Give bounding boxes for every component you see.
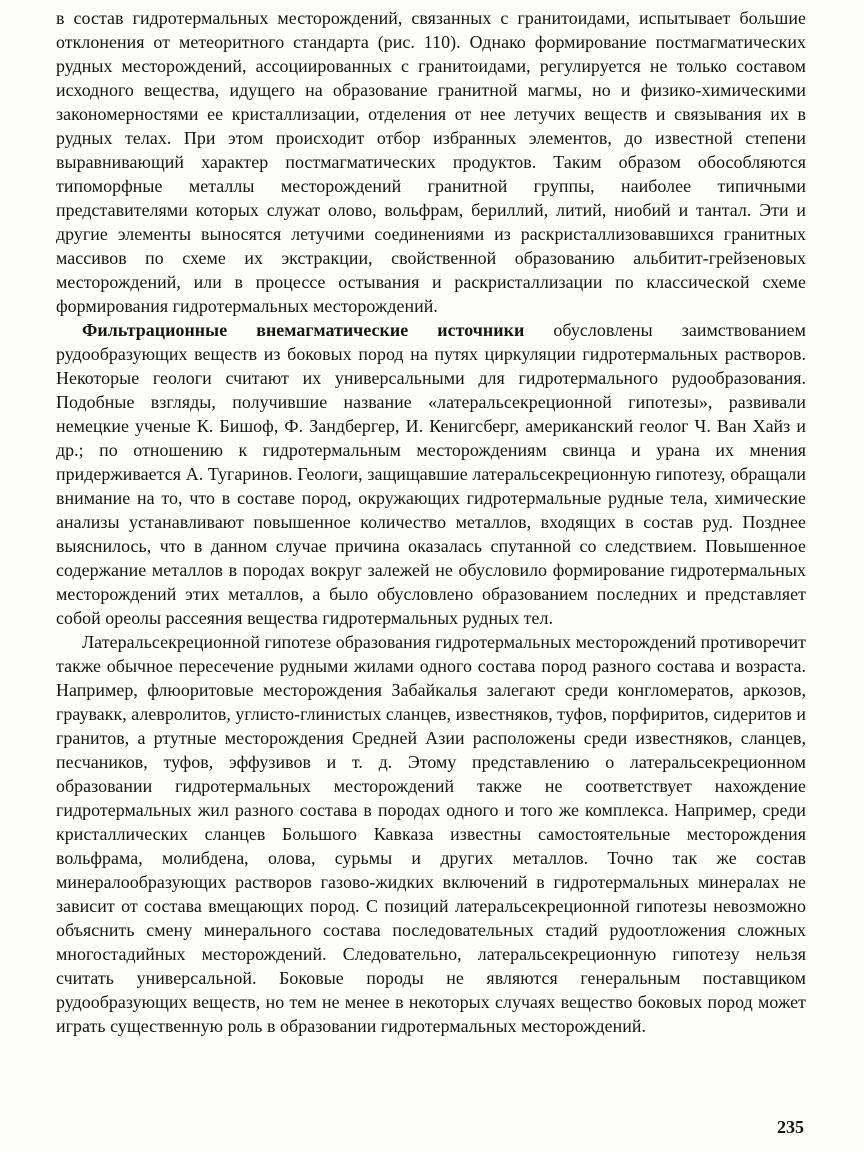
paragraph-2-text: обусловлены заимствованием рудообразующих веществ из боковых пород на путях циркуляции гидротермальных растворов. Некоторые геологи считают их универсальными для гидротермального рудообразования. Подобные взгляды, получившие название «латеральсекреционной гипотезы», развивали немецкие ученые К. Бишоф, Ф. Зандбергер, И. Кенигсберг, американский геолог Ч. Ван Хайз и др.; по отношению к гидротермальным месторождениям свинца и урана их мнения придерживается А. Тугаринов. Геологи, защищавшие латеральсекреционную гипотезу, обращали внимание на то, что в составе пород, окружающих гидротермальные рудные тела, химические анализы устанавливают повышенное количество металлов, входящих в состав руд. Позднее выяснилось, что в данном случае причина оказалась спутанной со следствием. Повышенное содержание металлов в породах вокруг залежей не обусловило формирование гидротермальных месторождений этих металлов, а было обусловлено образованием последних и представляет собой ореолы рассеяния вещества гидротермальных рудных тел. xyxy=(56,320,806,628)
page-number: 235 xyxy=(777,1117,804,1137)
paragraph-3: Латеральсекреционной гипотезе образования гидротермальных месторождений противоречит также обычное пересечение рудными жилами одного состава пород разного состава и возраста. Например, флюоритовые месторождения Забайкалья залегают среди конгломератов, аркозов, граувакк, алевролитов, углисто-глинистых сланцев, известняков, туфов, порфиритов, сидеритов и гранитов, а ртутные месторождения Средней Азии расположены среди известняков, сланцев, песчаников, туфов, эффузивов и т. д. Этому представлению о латеральсекреционном образовании гидротермальных месторождений также не соответствует нахождение гидротермальных жил разного состава в породах одного и того же комплекса. Например, среди кристаллических сланцев Большого Кавказа известны самостоятельные месторождения вольфрама, молибдена, олова, сурьмы и других металлов. Точно так же состав минералообразующих растворов газово-жидких включений в гидротермальных минералах не зависит от состава вмещающих пород. С позиций латеральсекреционной гипотезы невозможно объяснить смену минерального состава последовательных стадий рудоотложения сложных многостадийных месторождений. Следовательно, латеральсекреционную гипотезу нельзя считать универсальной. Боковые породы не являются генеральным поставщиком рудообразующих веществ, но тем не менее в некоторых случаях вещество боковых пород может играть существенную роль в образовании гидротермальных месторождений. xyxy=(56,632,806,1036)
body-text xyxy=(56,6,806,1038)
paragraph-1: в состав гидротермальных месторождений, связанных с гранитоидами, испытывает большие отклонения от метеоритного стандарта (рис. 110). Однако формирование постмагматических рудных месторождений, ассоциированных с гранитоидами, регулируется не только составом исходного вещества, идущего на образование гранитной магмы, но и физико-химическими закономерностями ее кристаллизации, отделения от нее летучих веществ и связывания их в рудных телах. При этом происходит отбор избранных элементов, до известной степени выравнивающий характер постмагматических продуктов. Таким образом обособляются типоморфные металлы месторождений гранитной группы, наиболее типичными представителями которых служат олово, вольфрам, бериллий, литий, ниобий и тантал. Эти и другие элементы выносятся летучими соединениями из раскристаллизовавшихся гранитных массивов по схеме их экстракции, свойственной образованию альбитит-грейзеновых месторождений, или в процессе остывания и раскристаллизации по классической схеме формирования гидротермальных месторождений. xyxy=(56,8,806,316)
paragraph-2 xyxy=(56,318,806,630)
paragraph-2-bold-lead: Фильтрационные внемагматические источники xyxy=(82,320,525,340)
